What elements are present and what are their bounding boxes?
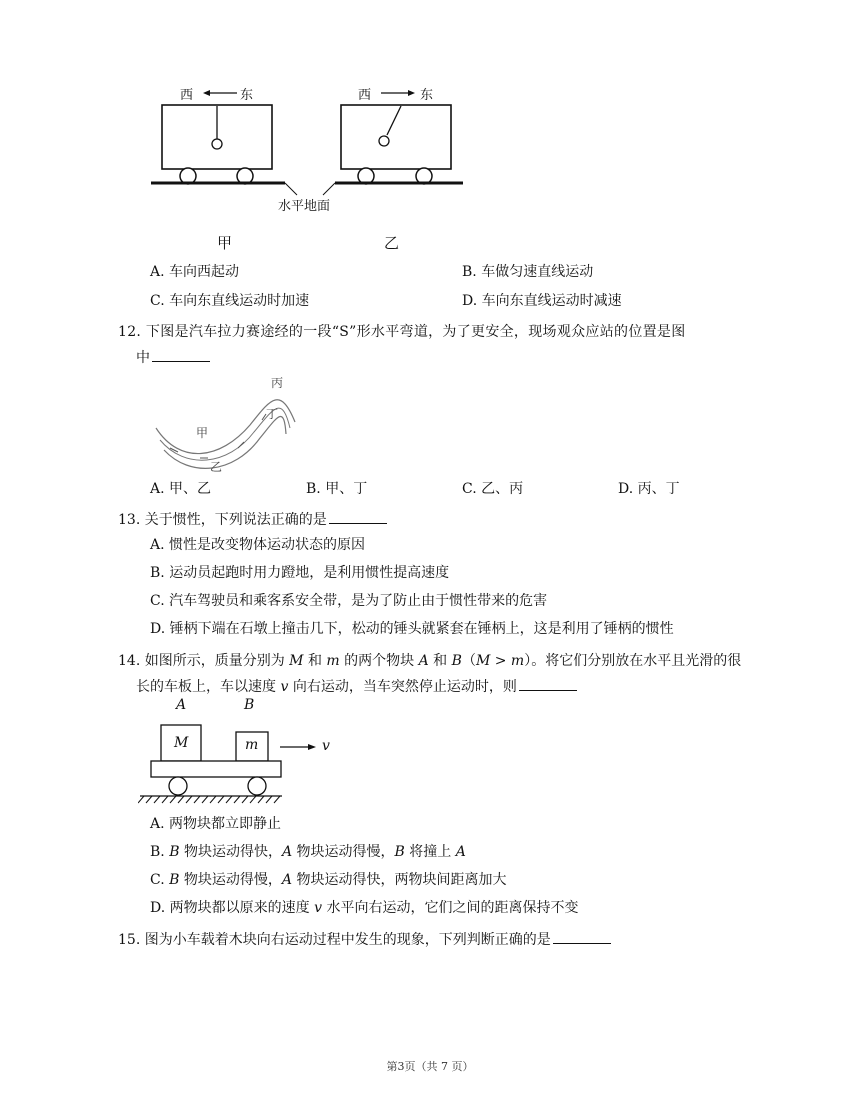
q14-option-d[interactable]: D. 两物块都以原来的速度 v 水平向右运动，它们之间的距离保持不变 [150,900,579,916]
q13-option-a[interactable]: A. 惯性是改变物体运动状态的原因 [150,537,366,553]
q12-stem-line2: 中 [136,346,210,370]
fig-label-m: m [245,737,259,753]
curve-label-bing: 丙 [271,376,284,390]
q14-option-a[interactable]: A. 两物块都立即静止 [150,816,282,832]
direction-arrow-right [381,90,415,96]
q11-option-a[interactable]: A. 车向西起动 [150,264,240,280]
cart-right [341,105,451,184]
curve-label-ding: 丁 [266,407,279,421]
label-jia: 甲 [217,234,233,252]
q12-option-a[interactable]: A. 甲、乙 [150,481,212,497]
answer-blank[interactable] [152,347,210,362]
q14-option-b[interactable]: B. B 物块运动得快，A 物块运动得慢，B 将撞上 A [150,844,466,860]
answer-blank[interactable] [553,929,611,944]
q12-option-d[interactable]: D. 丙、丁 [618,481,680,497]
q11-option-d[interactable]: D. 车向东直线运动时减速 [462,293,622,309]
q12-option-b[interactable]: B. 甲、丁 [306,481,368,497]
q11-option-c[interactable]: C. 车向东直线运动时加速 [150,293,310,309]
figure-q14-blocks-on-cart [138,720,338,810]
label-west-right: 西 [358,88,372,103]
figure-q12-s-curve [150,370,310,475]
fig-label-v: v [322,738,330,754]
q13-option-b[interactable]: B. 运动员起跑时用力蹬地，是利用惯性提高速度 [150,565,450,581]
page-footer: 第3页（共 7 页） [386,1060,474,1073]
q12-stem-line1: 12. 下图是汽车拉力赛途经的一段“S”形水平弯道，为了更安全，现场观众应站的位置是图 [118,324,686,340]
fig-label-A: A [176,697,187,713]
answer-blank[interactable] [329,509,387,524]
q11-option-b[interactable]: B. 车做匀速直线运动 [462,264,594,280]
q15-stem: 15. 图为小车载着木块向右运动过程中发生的现象，下列判断正确的是 [118,928,611,952]
curve-label-jia: 甲 [196,426,209,440]
curve-label-yi: 乙 [210,460,223,474]
q13-option-c[interactable]: C. 汽车驾驶员和乘客系安全带，是为了防止由于惯性带来的危害 [150,593,548,609]
q13-option-d[interactable]: D. 锤柄下端在石墩上撞击几下，松动的锤头就紧套在锤柄上，这是利用了锤柄的惯性 [150,621,674,637]
answer-blank[interactable] [519,676,577,691]
label-west-left: 西 [180,88,194,103]
cart-left [162,105,272,184]
q14-option-c[interactable]: C. B 物块运动得慢，A 物块运动得快，两物块间距离加大 [150,872,507,888]
label-east-left: 东 [240,88,254,103]
q12-option-c[interactable]: C. 乙、丙 [462,481,524,497]
label-ground: 水平地面 [278,199,331,214]
q13-stem: 13. 关于惯性，下列说法正确的是 [118,508,387,532]
fig-label-B: B [244,697,255,713]
direction-arrow-left [203,90,237,96]
fig-label-M: M [174,735,189,751]
q14-stem-line2: 长的车板上，车以速度 v 向右运动，当车突然停止运动时，则 [136,675,577,699]
q14-stem-line1: 14. 如图所示，质量分别为 M 和 m 的两个物块 A 和 B（M > m）。将它们分别放在水平且光滑的很 [118,653,742,669]
label-east-right: 东 [420,88,434,103]
label-yi: 乙 [384,234,400,252]
